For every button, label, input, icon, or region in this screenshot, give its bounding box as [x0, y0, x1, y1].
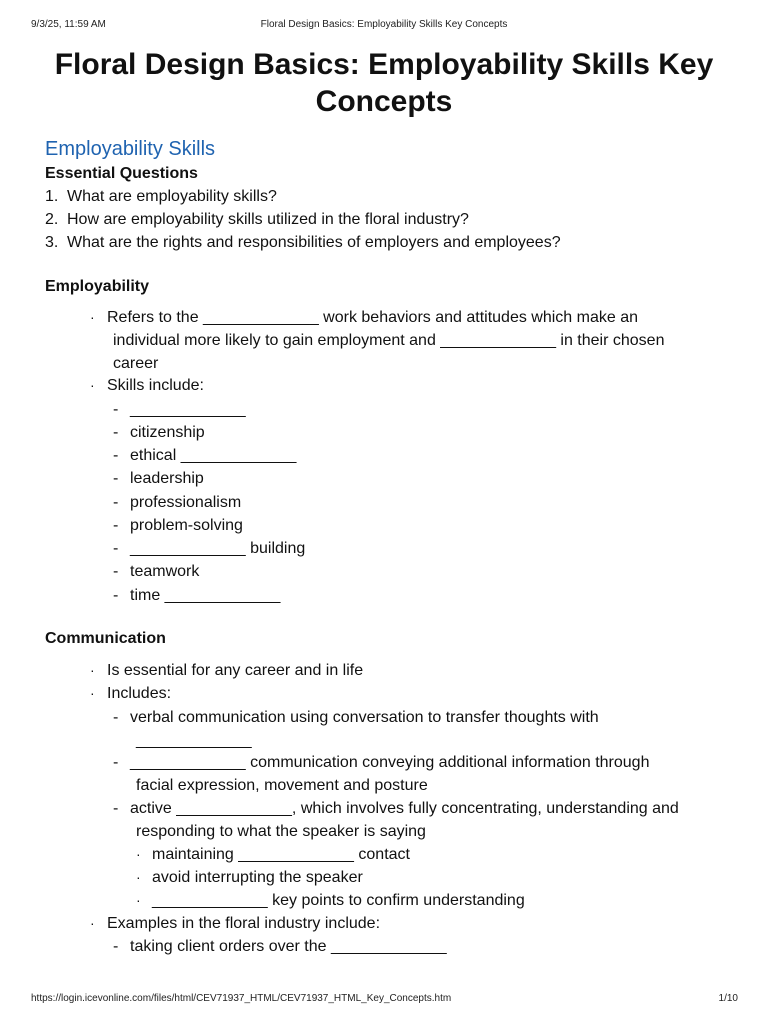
- bullet-dot: ·: [90, 915, 95, 931]
- sub-item-text: facial expression, movement and posture: [136, 777, 428, 794]
- bullet-text: Examples in the floral industry include:: [107, 915, 381, 932]
- employability-heading: Employability: [45, 278, 150, 295]
- skill-text: teamwork: [130, 563, 200, 580]
- dash-marker: -: [113, 470, 119, 487]
- dash-marker: -: [113, 540, 119, 557]
- bullet-dot: ·: [90, 685, 95, 701]
- bullet-dot: ·: [136, 892, 141, 908]
- nested-item-text: avoid interrupting the speaker: [152, 869, 363, 886]
- dash-marker: -: [113, 424, 119, 441]
- bullet-text: Is essential for any career and in life: [107, 662, 364, 679]
- skill-text: _____________: [130, 401, 246, 418]
- dash-marker: -: [113, 563, 119, 580]
- page-title-line-2: Concepts: [315, 85, 453, 118]
- bullet-text: Includes:: [107, 685, 172, 702]
- sub-item-text: active _____________, which involves fully concentrating, understanding and: [130, 800, 679, 817]
- skill-text: leadership: [130, 470, 204, 487]
- dash-marker: -: [113, 587, 119, 604]
- skill-text: time _____________: [130, 587, 281, 604]
- sub-item-text: _____________: [136, 732, 252, 749]
- dash-marker: -: [113, 938, 119, 955]
- section-heading: Employability Skills: [45, 138, 216, 160]
- list-number: 2.: [45, 211, 59, 228]
- skill-text: citizenship: [130, 424, 205, 441]
- skill-text: problem-solving: [130, 517, 243, 534]
- sub-item-text: responding to what the speaker is saying: [136, 823, 426, 840]
- sub-item-text: verbal communication using conversation to transfer thoughts with: [130, 709, 599, 726]
- nested-item-text: maintaining _____________ contact: [152, 846, 410, 863]
- question-text: What are the rights and responsibilities of employers and employees?: [67, 234, 561, 251]
- list-number: 3.: [45, 234, 59, 251]
- print-datetime: 9/3/25, 11:59 AM: [31, 19, 106, 30]
- page-title-line-1: Floral Design Basics: Employability Skills Key: [54, 48, 714, 81]
- bullet-text: individual more likely to gain employment and _____________ in their chosen: [113, 332, 665, 349]
- sub-item-text: _____________ communication conveying additional information through: [130, 754, 650, 771]
- dash-marker: -: [113, 517, 119, 534]
- dash-marker: -: [113, 800, 119, 817]
- communication-heading: Communication: [45, 630, 166, 647]
- list-number: 1.: [45, 188, 59, 205]
- nested-item-text: _____________ key points to confirm understanding: [152, 892, 525, 909]
- bullet-text: Refers to the _____________ work behaviors and attitudes which make an: [107, 309, 639, 326]
- essential-questions-heading: Essential Questions: [45, 165, 198, 182]
- bullet-dot: ·: [90, 309, 95, 325]
- dash-marker: -: [113, 401, 119, 418]
- page-number: 1/10: [718, 993, 738, 1004]
- skill-text: _____________ building: [130, 540, 306, 557]
- dash-marker: -: [113, 754, 119, 771]
- bullet-dot: ·: [90, 377, 95, 393]
- bullet-dot: ·: [136, 869, 141, 885]
- page-title: [40, 46, 728, 120]
- skill-text: ethical _____________: [130, 447, 297, 464]
- question-text: How are employability skills utilized in the floral industry?: [67, 211, 469, 228]
- print-url: https://login.icevonline.com/files/html/CEV71937_HTML/CEV71937_HTML_Key_Concepts.htm: [31, 993, 452, 1004]
- dash-marker: -: [113, 709, 119, 726]
- bullet-dot: ·: [136, 846, 141, 862]
- bullet-text: career: [113, 355, 159, 372]
- bullet-dot: ·: [90, 662, 95, 678]
- print-doc-title: Floral Design Basics: Employability Skills Key Concepts: [260, 19, 508, 30]
- question-text: What are employability skills?: [67, 188, 277, 205]
- skill-text: professionalism: [130, 494, 242, 511]
- sub-item-text: taking client orders over the _____________: [130, 938, 447, 955]
- bullet-text: Skills include:: [107, 377, 204, 394]
- dash-marker: -: [113, 447, 119, 464]
- dash-marker: -: [113, 494, 119, 511]
